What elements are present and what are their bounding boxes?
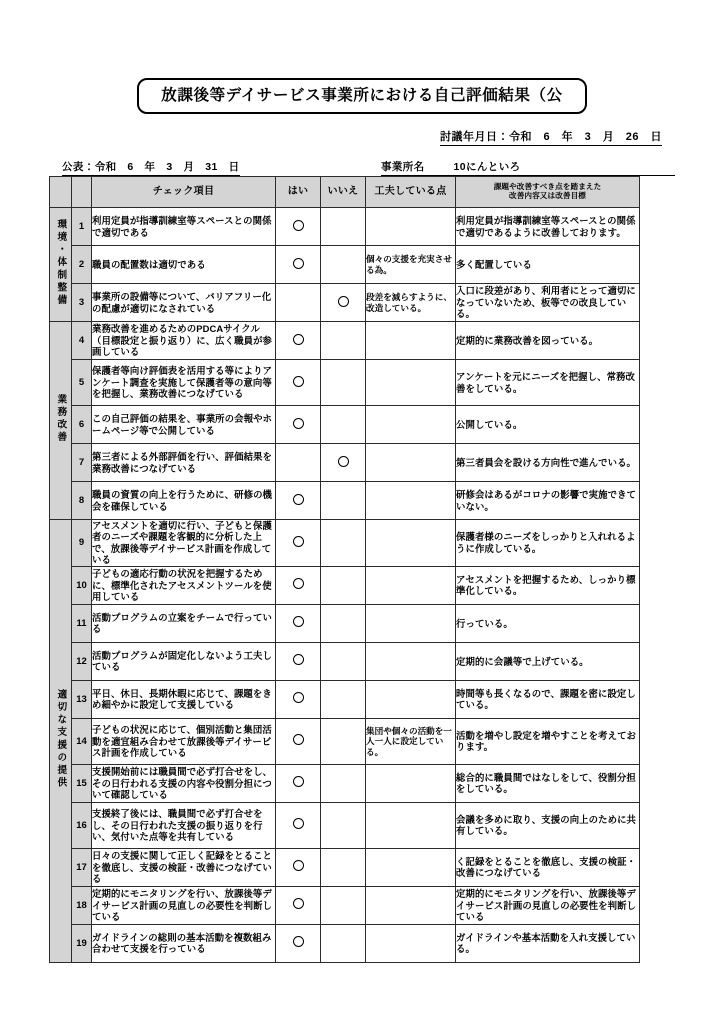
- circle-icon: [293, 860, 304, 871]
- devised-point-text: 段差を減らすように、改造している。: [366, 284, 456, 322]
- yes-mark-cell: [276, 246, 321, 284]
- check-item-text: 支援開始前には職員間で必ず打合せをし、その日行われる支援の内容や役割分担について確認している: [92, 764, 276, 802]
- header-yes: はい: [276, 177, 321, 208]
- devised-point-text: [366, 444, 456, 482]
- table-row: [50, 322, 640, 360]
- no-mark-cell: [321, 360, 366, 406]
- page-title: 放課後等デイサービス事業所における自己評価結果（公: [137, 78, 586, 114]
- improvement-text: 定期的にモニタリングを行い、放課後等デイサービス計画の見直しの必要性を判断している: [456, 886, 640, 924]
- table-row: [50, 680, 640, 718]
- no-mark-cell: [321, 482, 366, 520]
- check-item-text: 職員の配置数は適切である: [92, 246, 276, 284]
- yes-mark-cell: [276, 322, 321, 360]
- circle-icon: [293, 220, 304, 231]
- circle-icon: [293, 936, 304, 947]
- header-devised-point: 工夫している点: [366, 177, 456, 208]
- category-label: 環境・体制整備: [55, 218, 67, 308]
- row-number: 9: [72, 520, 92, 567]
- check-item-text: 職員の資質の向上を行うために、研修の機会を確保している: [92, 482, 276, 520]
- table-row: [50, 848, 640, 886]
- circle-icon: [293, 654, 304, 665]
- no-mark-cell: [321, 208, 366, 246]
- circle-icon: [293, 334, 304, 345]
- circle-icon: [293, 578, 304, 589]
- circle-icon: [293, 258, 304, 269]
- check-item-text: 定期的にモニタリングを行い、放課後等デイサービス計画の見直しの必要性を判断している: [92, 886, 276, 924]
- improvement-text: 行っている。: [456, 604, 640, 642]
- improvement-text: 入口に段差があり、利用者にとって適切になっていないため、板等での改良している。: [456, 284, 640, 322]
- table-row: [50, 406, 640, 444]
- table-row: [50, 642, 640, 680]
- header-improvement-line2: 改善内容又は改善目標: [509, 191, 586, 200]
- table-row: [50, 482, 640, 520]
- circle-icon: [293, 494, 304, 505]
- yes-mark-cell: [276, 680, 321, 718]
- improvement-text: 公開している。: [456, 406, 640, 444]
- table-row: [50, 802, 640, 848]
- no-mark-cell: [321, 642, 366, 680]
- category-cell: [50, 208, 72, 322]
- devised-point-text: [366, 322, 456, 360]
- header-improvement-line1: 課題や改善すべき点を踏まえた: [493, 182, 602, 192]
- check-item-text: 子どもの適応行動の状況を把握するために、標準化されたアセスメントツールを使用している: [92, 566, 276, 604]
- row-number: 4: [72, 322, 92, 360]
- row-number: 6: [72, 406, 92, 444]
- improvement-text: 利用定員が指導訓練室等スペースとの関係で適切であるように改善しております。: [456, 208, 640, 246]
- no-mark-cell: [321, 764, 366, 802]
- no-mark-cell: [321, 322, 366, 360]
- check-item-text: 保護者等向け評価表を活用する等によりアンケート調査を実施して保護者等の意向等を把握し、業務改善につなげている: [92, 360, 276, 406]
- table-row: [50, 764, 640, 802]
- self-evaluation-table: [49, 176, 640, 963]
- table-header: [50, 177, 640, 208]
- devised-point-text: [366, 642, 456, 680]
- circle-icon: [293, 536, 304, 547]
- yes-mark-cell: [276, 886, 321, 924]
- table-body: [50, 208, 640, 963]
- office-name-value: 10にんといろ: [453, 161, 521, 173]
- row-number: 1: [72, 208, 92, 246]
- row-number: 2: [72, 246, 92, 284]
- check-item-text: 日々の支援に関して正しく記録をとることを徹底し、支援の検証・改善につなげている: [92, 848, 276, 886]
- improvement-text: ガイドラインや基本活動を入れ支援している。: [456, 924, 640, 962]
- devised-point-text: [366, 604, 456, 642]
- circle-icon: [338, 296, 349, 307]
- header-no: いいえ: [321, 177, 366, 208]
- row-number: 5: [72, 360, 92, 406]
- devised-point-text: 個々の支援を充実させる為。: [366, 246, 456, 284]
- meeting-date-line: 討議年月日：令和 6 年 3 月 26 日: [440, 128, 662, 146]
- category-cell: [50, 520, 72, 963]
- no-mark-cell: [321, 802, 366, 848]
- devised-point-text: [366, 802, 456, 848]
- yes-mark-cell: [276, 406, 321, 444]
- no-mark-cell: [321, 284, 366, 322]
- no-mark-cell: [321, 406, 366, 444]
- circle-icon: [338, 456, 349, 467]
- no-mark-cell: [321, 566, 366, 604]
- no-mark-cell: [321, 680, 366, 718]
- improvement-text: 総合的に職員間ではなしをして、役割分担をしている。: [456, 764, 640, 802]
- check-item-text: 活動プログラムが固定化しないよう工夫している: [92, 642, 276, 680]
- yes-mark-cell: [276, 802, 321, 848]
- table-row: [50, 246, 640, 284]
- devised-point-text: [366, 520, 456, 567]
- yes-mark-cell: [276, 848, 321, 886]
- table-row: [50, 604, 640, 642]
- devised-point-text: [366, 406, 456, 444]
- yes-mark-cell: [276, 566, 321, 604]
- office-label-text: 事業所名: [381, 161, 425, 173]
- yes-mark-cell: [276, 642, 321, 680]
- table-row: [50, 566, 640, 604]
- row-number: 15: [72, 764, 92, 802]
- row-number: 13: [72, 680, 92, 718]
- check-item-text: 活動プログラムの立案をチームで行っている: [92, 604, 276, 642]
- header-row: [50, 177, 640, 208]
- devised-point-text: [366, 360, 456, 406]
- office-name-field: [381, 159, 675, 176]
- table-row: [50, 520, 640, 567]
- circle-icon: [293, 376, 304, 387]
- check-item-text: アセスメントを適切に行い、子どもと保護者のニーズや課題を客観的に分析した上で、放課後等デイサービス計画を作成している: [92, 520, 276, 567]
- header-check-item: チェック項目: [92, 177, 276, 208]
- circle-icon: [293, 898, 304, 909]
- no-mark-cell: [321, 924, 366, 962]
- improvement-text: く記録をとることを徹底し、支援の検証・改善につなげている: [456, 848, 640, 886]
- row-number: 18: [72, 886, 92, 924]
- yes-mark-cell: [276, 718, 321, 764]
- row-number: 11: [72, 604, 92, 642]
- check-item-text: 子どもの状況に応じて、個別活動と集団活動を適宜組み合わせて放課後等デイサービス計画を作成している: [92, 718, 276, 764]
- yes-mark-cell: [276, 520, 321, 567]
- header-number-blank: [72, 177, 92, 208]
- check-item-text: 第三者による外部評価を行い、評価結果を業務改善につなげている: [92, 444, 276, 482]
- check-item-text: 利用定員が指導訓練室等スペースとの関係で適切である: [92, 208, 276, 246]
- row-number: 14: [72, 718, 92, 764]
- header-category-blank: [50, 177, 72, 208]
- table-row: [50, 718, 640, 764]
- publication-date: 公表：令和 6 年 3 月 31 日: [62, 159, 240, 176]
- row-number: 8: [72, 482, 92, 520]
- improvement-text: 第三者員会を設ける方向性で進んでいる。: [456, 444, 640, 482]
- check-item-text: ガイドラインの総則の基本活動を複数組み合わせて支援を行っている: [92, 924, 276, 962]
- row-number: 16: [72, 802, 92, 848]
- devised-point-text: [366, 848, 456, 886]
- category-label: 業務改善: [55, 393, 67, 445]
- improvement-text: 活動を増やし設定を増やすことを考えております。: [456, 718, 640, 764]
- table-row: [50, 886, 640, 924]
- devised-point-text: [366, 208, 456, 246]
- row-number: 3: [72, 284, 92, 322]
- check-item-text: 業務改善を進めるためのPDCAサイクル（目標設定と振り返り）に、広く職員が参画している: [92, 322, 276, 360]
- yes-mark-cell: [276, 764, 321, 802]
- table-row: [50, 360, 640, 406]
- improvement-text: アンケートを元にニーズを把握し、常務改善をしている。: [456, 360, 640, 406]
- yes-mark-cell: [276, 444, 321, 482]
- improvement-text: アセスメントを把握するため、しっかり標準化している。: [456, 566, 640, 604]
- table-row: [50, 924, 640, 962]
- no-mark-cell: [321, 848, 366, 886]
- circle-icon: [293, 776, 304, 787]
- no-mark-cell: [321, 604, 366, 642]
- row-number: 17: [72, 848, 92, 886]
- check-item-text: 支援終了後には、職員間で必ず打合せをし、その日行われた支援の振り返りを行い、気付いた点等を共有している: [92, 802, 276, 848]
- devised-point-text: [366, 482, 456, 520]
- check-item-text: 平日、休日、長期休暇に応じて、課題をきめ細やかに設定して支援している: [92, 680, 276, 718]
- yes-mark-cell: [276, 604, 321, 642]
- row-number: 12: [72, 642, 92, 680]
- devised-point-text: [366, 924, 456, 962]
- improvement-text: 時間等も長くなるので、課題を密に設定している。: [456, 680, 640, 718]
- yes-mark-cell: [276, 482, 321, 520]
- info-row: [62, 159, 675, 174]
- no-mark-cell: [321, 246, 366, 284]
- table-row: [50, 284, 640, 322]
- improvement-text: 保護者様のニーズをしっかりと入れれるように作成している。: [456, 520, 640, 567]
- improvement-text: 定期的に業務改善を図っている。: [456, 322, 640, 360]
- category-cell: [50, 322, 72, 520]
- title-container: [0, 78, 724, 114]
- yes-mark-cell: [276, 208, 321, 246]
- category-label: 適切な支援の提供: [55, 689, 67, 790]
- circle-icon: [293, 734, 304, 745]
- improvement-text: 定期的に会議等で上げている。: [456, 642, 640, 680]
- no-mark-cell: [321, 520, 366, 567]
- yes-mark-cell: [276, 924, 321, 962]
- devised-point-text: 集団や個々の活動を一人一人に設定している。: [366, 718, 456, 764]
- yes-mark-cell: [276, 360, 321, 406]
- devised-point-text: [366, 566, 456, 604]
- devised-point-text: [366, 886, 456, 924]
- table-row: [50, 208, 640, 246]
- circle-icon: [293, 616, 304, 627]
- check-item-text: この自己評価の結果を、事業所の会報やホームページ等で公開している: [92, 406, 276, 444]
- circle-icon: [293, 692, 304, 703]
- row-number: 10: [72, 566, 92, 604]
- devised-point-text: [366, 764, 456, 802]
- yes-mark-cell: [276, 284, 321, 322]
- devised-point-text: [366, 680, 456, 718]
- table-row: [50, 444, 640, 482]
- circle-icon: [293, 818, 304, 829]
- no-mark-cell: [321, 444, 366, 482]
- no-mark-cell: [321, 718, 366, 764]
- header-improvement: [456, 177, 640, 208]
- check-item-text: 事業所の設備等について、バリアフリー化の配慮が適切になされている: [92, 284, 276, 322]
- row-number: 19: [72, 924, 92, 962]
- no-mark-cell: [321, 886, 366, 924]
- row-number: 7: [72, 444, 92, 482]
- improvement-text: 会議を多めに取り、支援の向上のために共有している。: [456, 802, 640, 848]
- improvement-text: 研修会はあるがコロナの影響で実施できていない。: [456, 482, 640, 520]
- circle-icon: [293, 418, 304, 429]
- improvement-text: 多く配置している: [456, 246, 640, 284]
